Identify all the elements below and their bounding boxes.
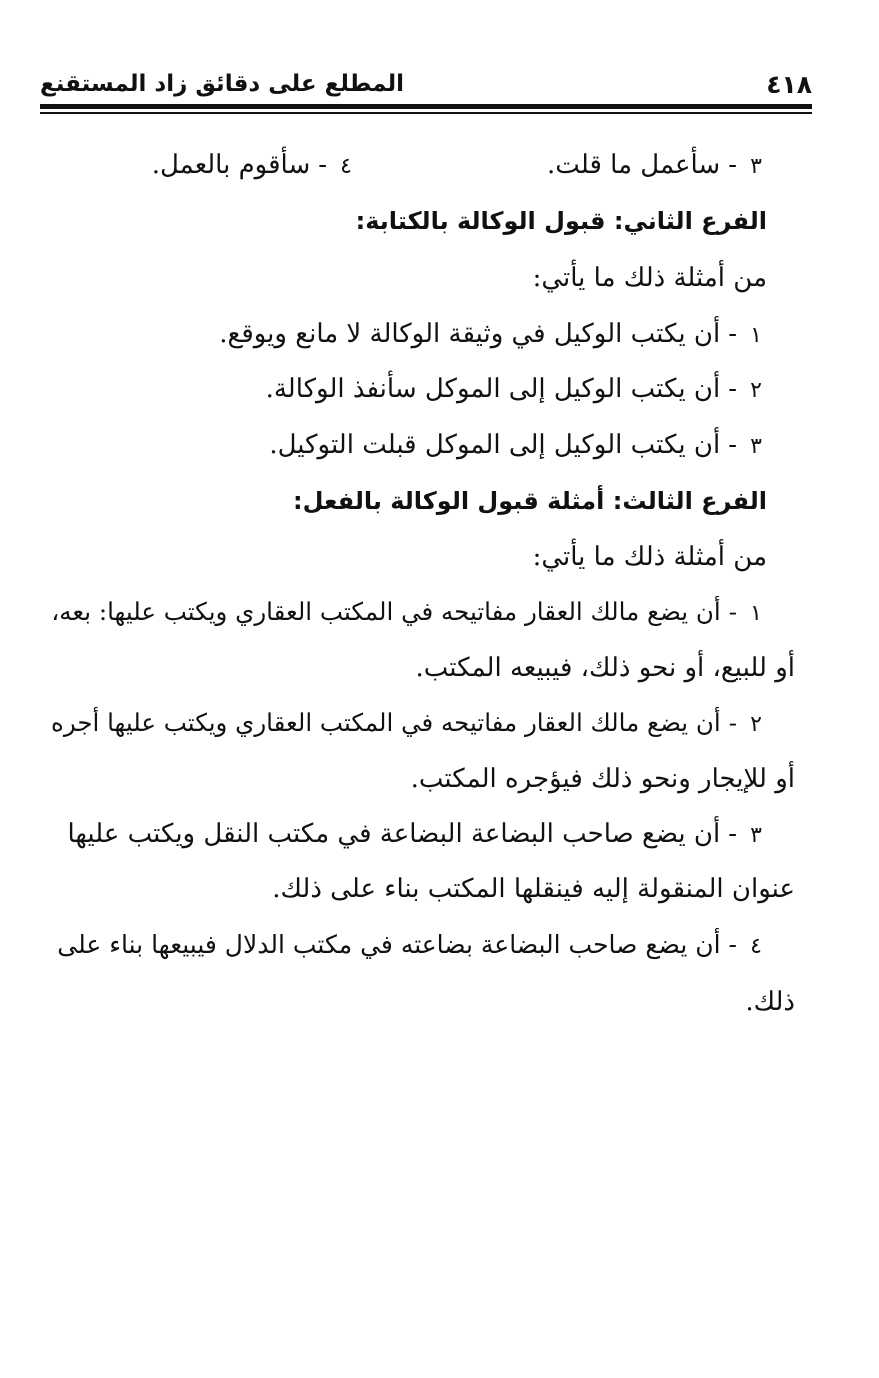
opening-item-3: ٣-سأعمل ما قلت. [547,145,767,187]
page-header [40,66,812,102]
item-number: ٢ [750,378,762,403]
section-intro: من أمثلة ذلك ما يأتي: [532,542,767,572]
list-item: ٣-أن يكتب الوكيل إلى الموكل قبلت التوكيل. [47,425,767,467]
section-heading: الفرع الثالث: أمثلة قبول الوكالة بالفعل: [293,487,767,515]
item-text: سأعمل ما قلت. [547,150,721,180]
item-text: أن يكتب الوكيل إلى الموكل قبلت التوكيل. [269,430,721,460]
item-text: سأقوم بالعمل. [151,150,311,180]
list-item: ٣-أن يضع صاحب البضاعة البضاعة في مكتب النقل ويكتب عليها [47,814,767,856]
item-number: ٣ [750,154,762,179]
item-number: ١ [750,323,762,348]
item-text: أن يضع مالك العقار مفاتيحه في المكتب العقاري ويكتب عليها: بعه، [51,597,721,626]
item-text: أن يضع مالك العقار مفاتيحه في المكتب العقاري ويكتب عليها أجره [50,708,721,737]
list-item: ٢-أن يكتب الوكيل إلى الموكل سأنفذ الوكالة. [47,369,767,411]
item-text: أن يضع صاحب البضاعة البضاعة في مكتب النقل ويكتب عليها [67,819,721,849]
section-intro: من أمثلة ذلك ما يأتي: [532,263,767,293]
item-number: ٣ [750,823,762,848]
opening-items [151,145,767,187]
list-item: ٢-أن يضع مالك العقار مفاتيحه في المكتب العقاري ويكتب عليها أجره [47,703,767,745]
running-title: المطلع على دقائق زاد المستقنع [40,71,405,97]
item-number: ١ [750,601,762,626]
item-text: أن يضع صاحب البضاعة بضاعته في مكتب الدلال فيبيعها بناء على [57,930,721,959]
header-rule-thick [40,104,812,109]
list-item-continuation: أو للإيجار ونحو ذلك فيؤجره المكتب. [410,764,795,794]
opening-item-4: ٤-سأقوم بالعمل. [152,145,357,187]
list-item-continuation: عنوان المنقولة إليه فينقلها المكتب بناء على ذلك. [272,874,795,904]
item-number: ٤ [340,154,352,179]
item-number: ٤ [750,934,762,959]
page-number: ٤١٨ [766,69,812,99]
item-number: ٢ [750,712,762,737]
list-item: ١-أن يضع مالك العقار مفاتيحه في المكتب العقاري ويكتب عليها: بعه، [47,592,767,634]
item-number: ٣ [750,434,762,459]
list-item: ٤-أن يضع صاحب البضاعة بضاعته في مكتب الدلال فيبيعها بناء على [47,925,767,967]
section-heading: الفرع الثاني: قبول الوكالة بالكتابة: [355,207,767,235]
item-text: أن يكتب الوكيل في وثيقة الوكالة لا مانع ويوقع. [219,319,721,349]
list-item-continuation: أو للبيع، أو نحو ذلك، فيبيعه المكتب. [415,653,795,683]
list-item-continuation: ذلك. [745,987,795,1017]
list-item: ١-أن يكتب الوكيل في وثيقة الوكالة لا مانع ويوقع. [47,314,767,356]
header-rule-thin [40,112,812,114]
item-text: أن يكتب الوكيل إلى الموكل سأنفذ الوكالة. [265,374,721,404]
